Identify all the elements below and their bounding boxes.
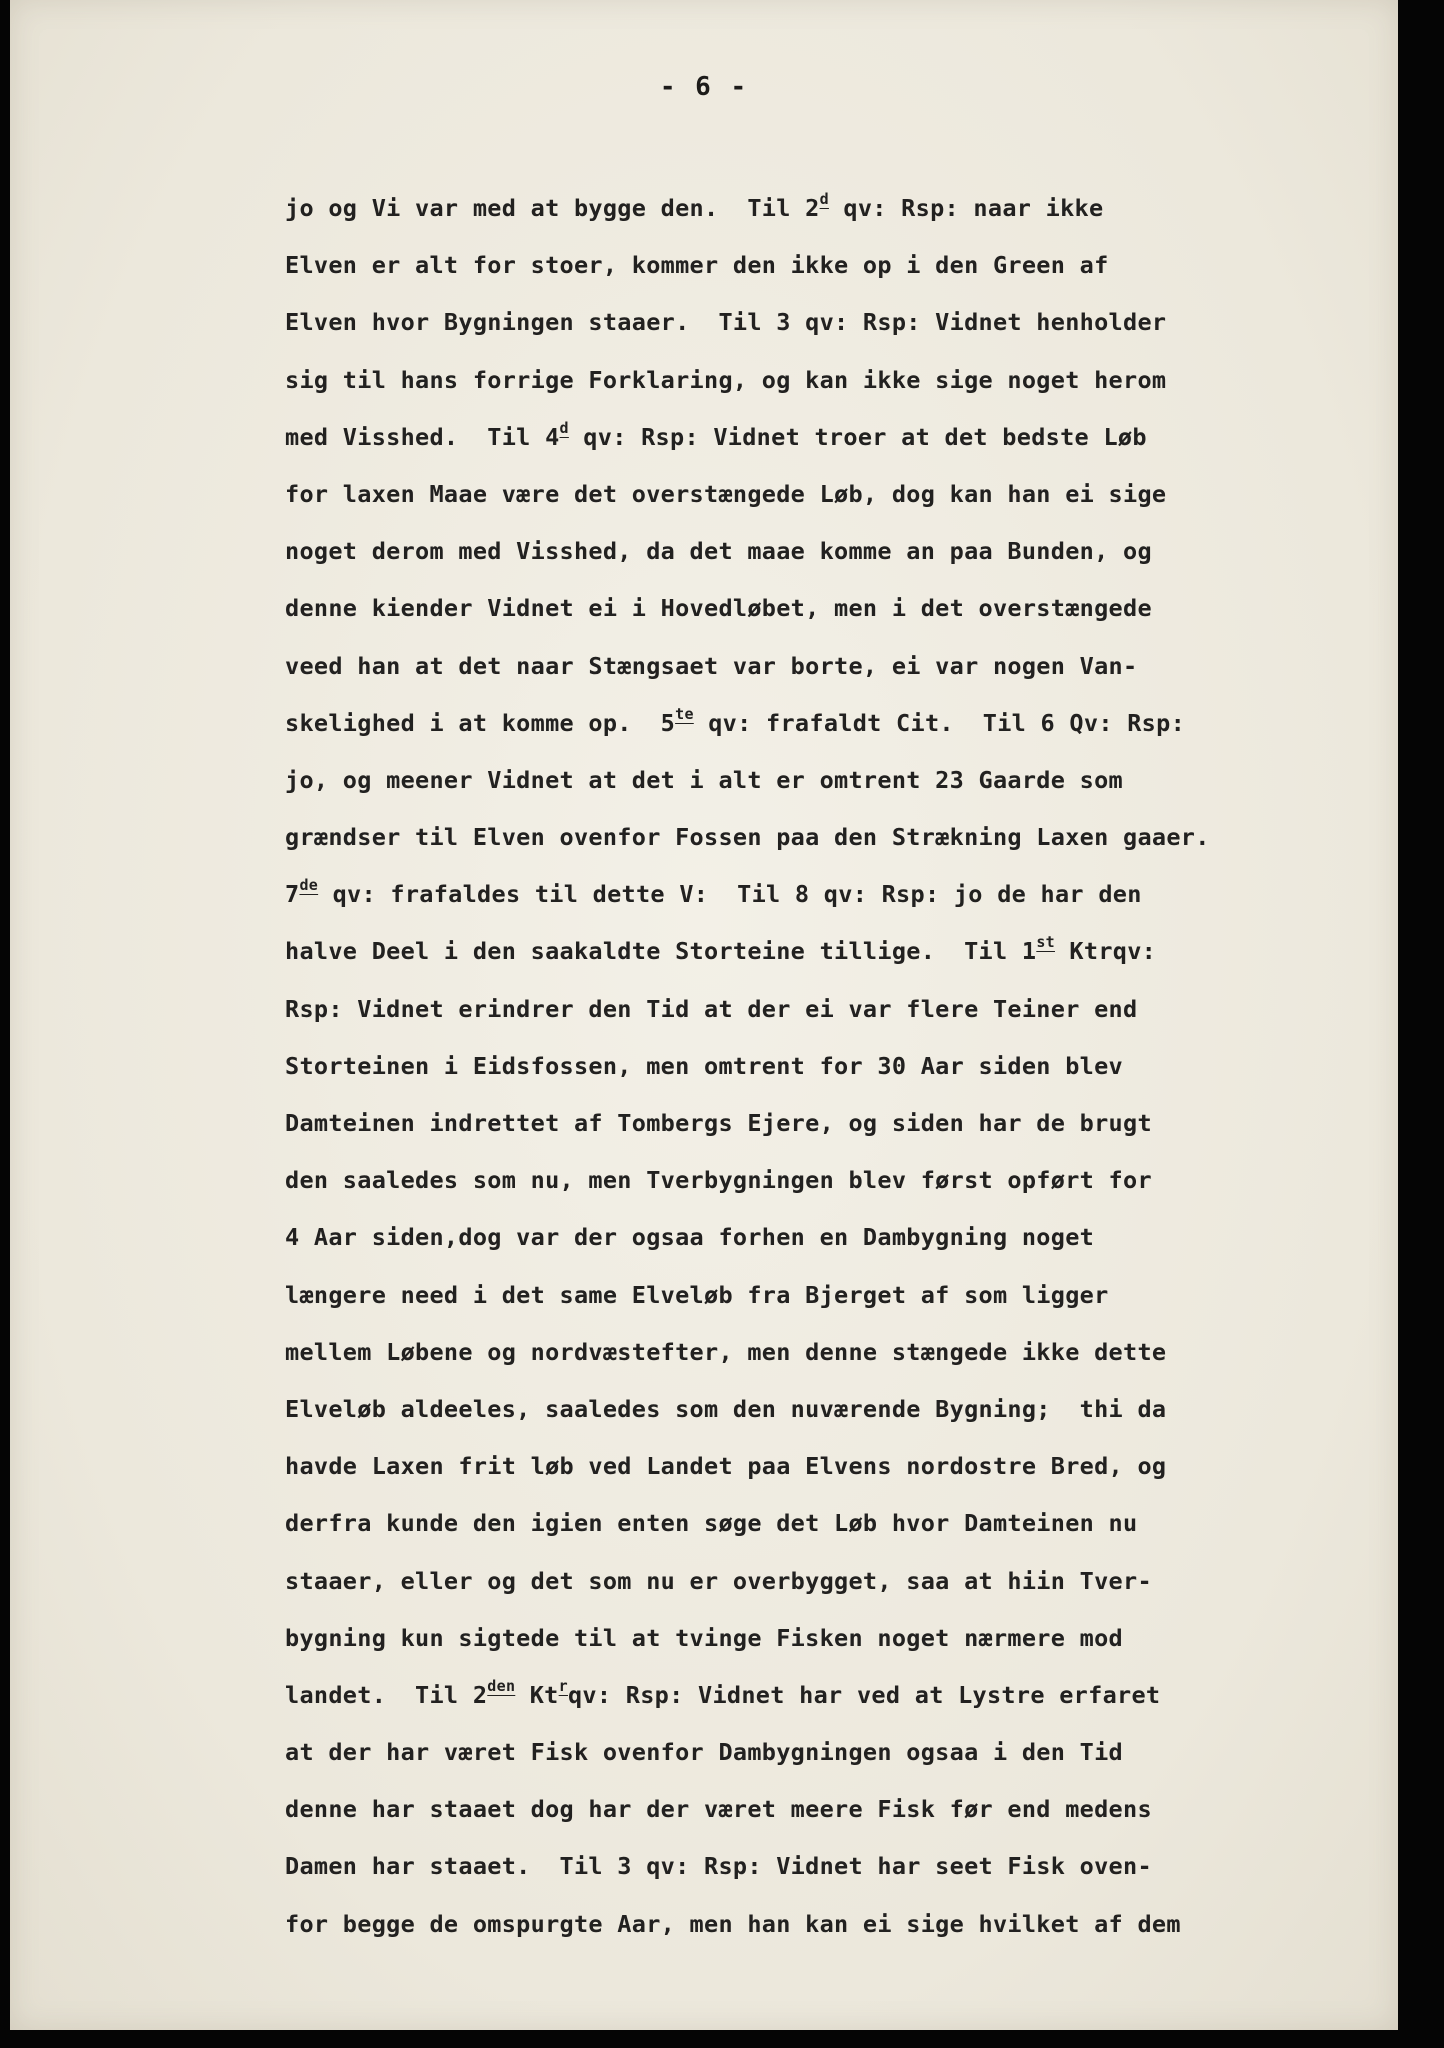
- line-segment: længere need i det same Elveløb fra Bjerget af som ligger: [285, 1280, 1109, 1309]
- text-line: [285, 466, 1395, 523]
- text-line: [285, 866, 1395, 923]
- superscript-ordinal: den: [487, 1676, 516, 1695]
- text-line: [285, 695, 1395, 752]
- line-segment: Kt: [515, 1680, 559, 1709]
- text-line: [285, 409, 1395, 466]
- text-line: [285, 1038, 1395, 1095]
- line-segment: Damen har staaet. Til 3 qv: Rsp: Vidnet har seet Fisk oven-: [285, 1852, 1152, 1881]
- text-line: [285, 1896, 1395, 1953]
- line-segment: halve Deel i den saakaldte Storteine tillige. Til 1: [285, 937, 1037, 966]
- line-segment: bygning kun sigtede til at tvinge Fisken noget nærmere mod: [285, 1623, 1123, 1652]
- line-segment: Elven er alt for stoer, kommer den ikke op i den Green af: [285, 251, 1109, 280]
- line-segment: landet. Til 2: [285, 1680, 488, 1709]
- line-segment: qv: Rsp: Vidnet troer at det bedste Løb: [568, 422, 1147, 451]
- line-segment: for laxen Maae være det overstængede Løb, dog kan han ei sige: [285, 479, 1167, 508]
- text-line: [285, 1667, 1395, 1724]
- line-segment: derfra kunde den igien enten søge det Løb hvor Damteinen nu: [285, 1509, 1138, 1538]
- superscript-ordinal: r: [558, 1676, 568, 1695]
- text-line: [285, 1324, 1395, 1381]
- line-segment: Elveløb aldeeles, saaledes som den nuværende Bygning; thi da: [285, 1394, 1167, 1423]
- text-line: [285, 1610, 1395, 1667]
- line-segment: sig til hans forrige Forklaring, og kan ikke sige noget herom: [285, 365, 1167, 394]
- text-line: [285, 1781, 1395, 1838]
- text-line: [285, 752, 1395, 809]
- line-segment: 7: [285, 880, 300, 909]
- line-segment: staaer, eller og det som nu er overbygget, saa at hiin Tver-: [285, 1566, 1152, 1595]
- line-segment: Storteinen i Eidsfossen, men omtrent for 30 Aar siden blev: [285, 1051, 1123, 1080]
- superscript-ordinal: te: [675, 704, 694, 723]
- text-line: [285, 1209, 1395, 1266]
- superscript-ordinal: d: [559, 418, 569, 437]
- line-segment: Elven hvor Bygningen staaer. Til 3 qv: Rsp: Vidnet henholder: [285, 308, 1167, 337]
- typed-body-text: [285, 180, 1395, 1953]
- superscript-ordinal: d: [819, 190, 829, 208]
- line-segment: den saaledes som nu, men Tverbygningen blev først opført for: [285, 1166, 1152, 1195]
- text-line: [285, 809, 1395, 866]
- text-line: [285, 294, 1395, 351]
- text-line: [285, 180, 1395, 237]
- text-line: [285, 1553, 1395, 1610]
- line-segment: Rsp: Vidnet erindrer den Tid at der ei var flere Teiner end: [285, 994, 1138, 1023]
- text-line: [285, 981, 1395, 1038]
- text-line: [285, 1381, 1395, 1438]
- line-segment: skelighed i at komme op. 5: [285, 708, 676, 737]
- text-line: [285, 1152, 1395, 1209]
- text-line: [285, 1838, 1395, 1895]
- line-segment: grændser til Elven ovenfor Fossen paa den Strækning Laxen gaaer.: [285, 823, 1210, 852]
- page-number: - 6 -: [659, 72, 749, 102]
- text-line: [285, 237, 1395, 294]
- line-segment: for begge de omspurgte Aar, men han kan ei sige hvilket af dem: [285, 1909, 1181, 1938]
- line-segment: jo og Vi var med at bygge den. Til 2: [285, 194, 820, 222]
- line-segment: Ktrqv:: [1054, 937, 1157, 966]
- line-segment: denne kiender Vidnet ei i Hovedløbet, men i det overstængede: [285, 594, 1152, 623]
- text-line: [285, 580, 1395, 637]
- text-line: [285, 923, 1395, 980]
- line-segment: noget derom med Visshed, da det maae komme an paa Bunden, og: [285, 537, 1152, 566]
- line-segment: denne har staaet dog har der været meere Fisk før end medens: [285, 1795, 1152, 1824]
- line-segment: qv: Rsp: naar ikke: [828, 194, 1104, 222]
- line-segment: havde Laxen frit løb ved Landet paa Elvens nordostre Bred, og: [285, 1452, 1167, 1481]
- text-line: [285, 523, 1395, 580]
- text-line: [285, 1724, 1395, 1781]
- line-segment: med Visshed. Til 4: [285, 422, 560, 451]
- line-segment: qv: frafaldes til dette V: Til 8 qv: Rsp: jo de har den: [318, 880, 1142, 909]
- text-line: [285, 1495, 1395, 1552]
- text-line: [285, 1267, 1395, 1324]
- document-page: [10, 0, 1398, 2030]
- line-segment: at der har været Fisk ovenfor Dambygningen ogsaa i den Tid: [285, 1738, 1123, 1767]
- line-segment: jo, og meener Vidnet at det i alt er omtrent 23 Gaarde som: [285, 765, 1123, 794]
- line-segment: 4 Aar siden,dog var der ogsaa forhen en Dambygning noget: [285, 1223, 1095, 1252]
- line-segment: Damteinen indrettet af Tombergs Ejere, og siden har de brugt: [285, 1109, 1152, 1137]
- text-line: [285, 1438, 1395, 1495]
- line-segment: qv: Rsp: Vidnet har ved at Lystre erfaret: [567, 1680, 1161, 1709]
- line-segment: veed han at det naar Stængsaet var borte, ei var nogen Van-: [285, 651, 1138, 680]
- text-line: [285, 1095, 1395, 1152]
- text-line: [285, 352, 1395, 409]
- text-line: [285, 638, 1395, 695]
- line-segment: qv: frafaldt Cit. Til 6 Qv: Rsp:: [693, 708, 1186, 737]
- line-segment: mellem Løbene og nordvæstefter, men denne stængede ikke dette: [285, 1337, 1167, 1366]
- superscript-ordinal: de: [299, 876, 319, 895]
- superscript-ordinal: st: [1036, 933, 1055, 952]
